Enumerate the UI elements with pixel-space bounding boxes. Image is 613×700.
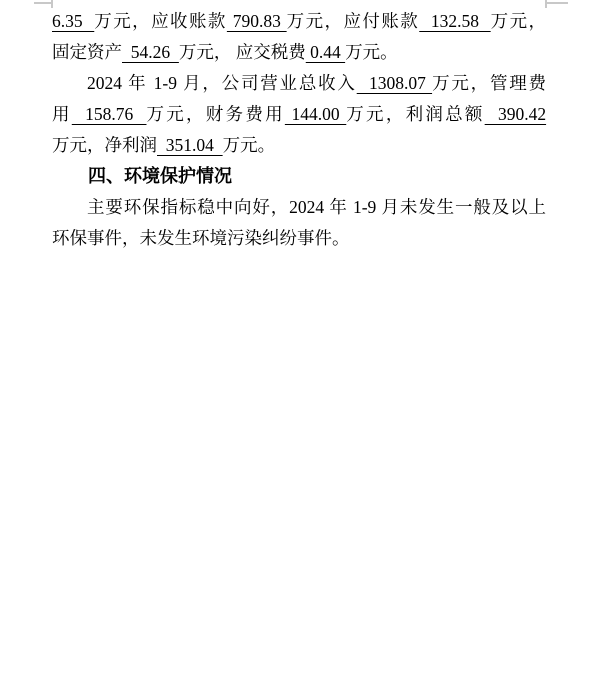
text-run: 万元，应收账款 (94, 11, 227, 31)
text-run: 万元。 (345, 42, 398, 62)
mark-horizontal-line (34, 2, 53, 4)
underlined-fill-in-value: 1308.07 (356, 73, 433, 93)
text-run: 万元，利润总额 (346, 104, 485, 124)
text-run: 四、环境保护情况 (88, 166, 232, 186)
text-run: 固定资产 (52, 42, 122, 62)
underlined-fill-in-value: 144.00 (284, 104, 347, 124)
underlined-fill-in-value: 390.42 (484, 104, 547, 124)
text-line-income-statement (52, 130, 546, 161)
text-run: 万元， (490, 11, 547, 31)
underlined-fill-in-value: 790.83 (226, 11, 287, 31)
underlined-fill-in-value: 132.58 (419, 11, 491, 31)
text-line-environmental-protection (52, 223, 546, 254)
text-run: 用 (52, 104, 72, 124)
text-run: 万元，管理费 (432, 73, 547, 93)
text-line-balance-items-continuation (52, 6, 546, 37)
underlined-fill-in-value: 158.76 (71, 104, 147, 124)
underlined-fill-in-value: 351.04 (157, 135, 223, 155)
text-run: 万元， 应交税费 (178, 42, 306, 62)
underlined-fill-in-value: 54.26 (122, 42, 179, 62)
section-heading (52, 161, 546, 192)
text-run: 万元。 (222, 135, 276, 155)
underlined-fill-in-value: 6.35 (52, 11, 95, 31)
text-run: 主要环保指标稳中向好，2024 年 1-9 月未发生一般及以上 (87, 197, 546, 217)
text-run: 万元，净利润 (52, 135, 157, 155)
text-run: 2024 年 1-9 月，公司营业总收入 (87, 73, 357, 93)
text-run: 环保事件，未发生环境污染纠纷事件。 (52, 228, 350, 248)
document-page-text (52, 6, 546, 254)
text-run: 万元，应付账款 (286, 11, 420, 31)
text-line-income-statement (52, 68, 546, 99)
text-line-income-statement (52, 99, 546, 130)
text-line-balance-items-continuation (52, 37, 546, 68)
mark-horizontal-line (546, 2, 568, 4)
text-line-environmental-protection (52, 192, 546, 223)
underlined-fill-in-value: 0.44 (305, 42, 346, 62)
text-run: 万元，财务费用 (146, 104, 285, 124)
